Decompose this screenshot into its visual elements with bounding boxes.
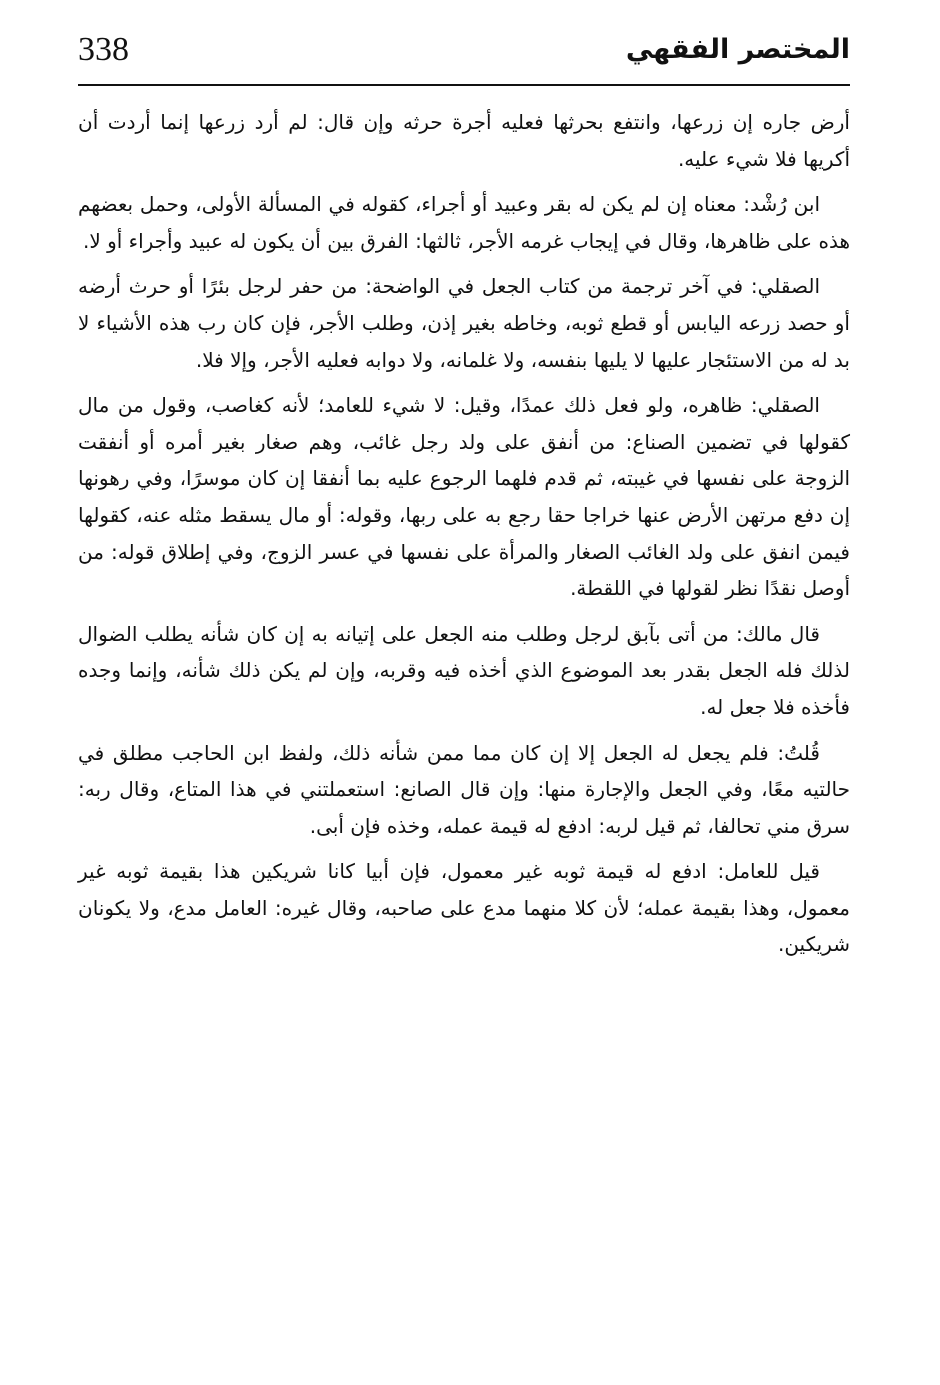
paragraph: الصقلي: في آخر ترجمة من كتاب الجعل في الواضحة: من حفر لرجل بئرًا أو حرث أرضه أو حصد زرعه اليابس أو قطع ثوبه، وخاطه بغير إذن، وطلب الأجر، فإن كان رب هذه الأشياء لا بد له من الاستئجار عليها لا يليها بنفسه، ولا غلمانه، ولا دوابه فعليه الأجر، وإلا فلا. — [78, 274, 850, 372]
header-rule — [78, 84, 850, 86]
paragraph: قُلتُ: فلم يجعل له الجعل إلا إن كان مما ممن شأنه ذلك، ولفظ ابن الحاجب مطلق في حالتيه معًا، وفي الجعل والإجارة منها: وإن قال الصانع: استعملتني في هذا المتاع، وقال ربه: سرق مني تحالفا، ثم قيل لربه: ادفع له قيمة عمله، وخذه فإن أبى. — [78, 740, 850, 838]
paragraph: أرض جاره إن زرعها، وانتفع بحرثها فعليه أجرة حرثه وإن قال: لم أرد زرعها إنما أردت أن أكريها فلا شيء عليه. — [78, 110, 850, 171]
paragraph: قال مالك: من أتى بآبق لرجل وطلب منه الجعل على إتيانه به إن كان شأنه يطلب الضوال لذلك فله الجعل بقدر بعد الموضوع الذي أخذه فيه وقربه، وإن لم يكن ذلك شأنه، وإنما وجده فأخذه فلا جعل له. — [78, 621, 850, 719]
paragraph: ابن رُشْد: معناه إن لم يكن له بقر وعبيد أو أجراء، كقوله في المسألة الأولى، وحمل بعضهم هذه على ظاهرها، وقال في إيجاب غرمه الأجر، ثالثها: الفرق بين أن يكون له عبيد وأجراء أو لا. — [78, 192, 850, 253]
body-text — [78, 104, 850, 972]
page-number: 338 — [78, 31, 129, 68]
paragraph: قيل للعامل: ادفع له قيمة ثوبه غير معمول، فإن أبيا كانا شريكين هذا بقيمة ثوبه غير معمول، وهذا بقيمة عمله؛ لأن كلا منهما مدع على صاحبه، وقال غيره: العامل مدع، ولا يكونان شريكين. — [78, 859, 850, 957]
paragraph: الصقلي: ظاهره، ولو فعل ذلك عمدًا، وقيل: لا شيء للعامد؛ لأنه كغاصب، وقول من مال كقولها في تضمين الصناع: من أنفق على ولد رجل غائب، وهم صغار بغير أمره أو أنفقت الزوجة على نفسها في غيبته، ثم قدم فلهما الرجوع عليه بما أنفقا إن كان موسرًا، وفي رهونها إن دفع مرتهن الأرض عنها خراجا حقا رجع به على ربها، وقوله: أو مال يسقط مثله عنه، كقولها فيمن انفق على ولد الغائب الصغار والمرأة على نفسها في عسر الزوج، وفي إطلاق قوله: من أوصل نقدًا نظر لقولها في اللقطة. — [78, 393, 850, 601]
page-header — [78, 28, 850, 86]
running-title: المختصر الفقهي — [625, 34, 850, 65]
